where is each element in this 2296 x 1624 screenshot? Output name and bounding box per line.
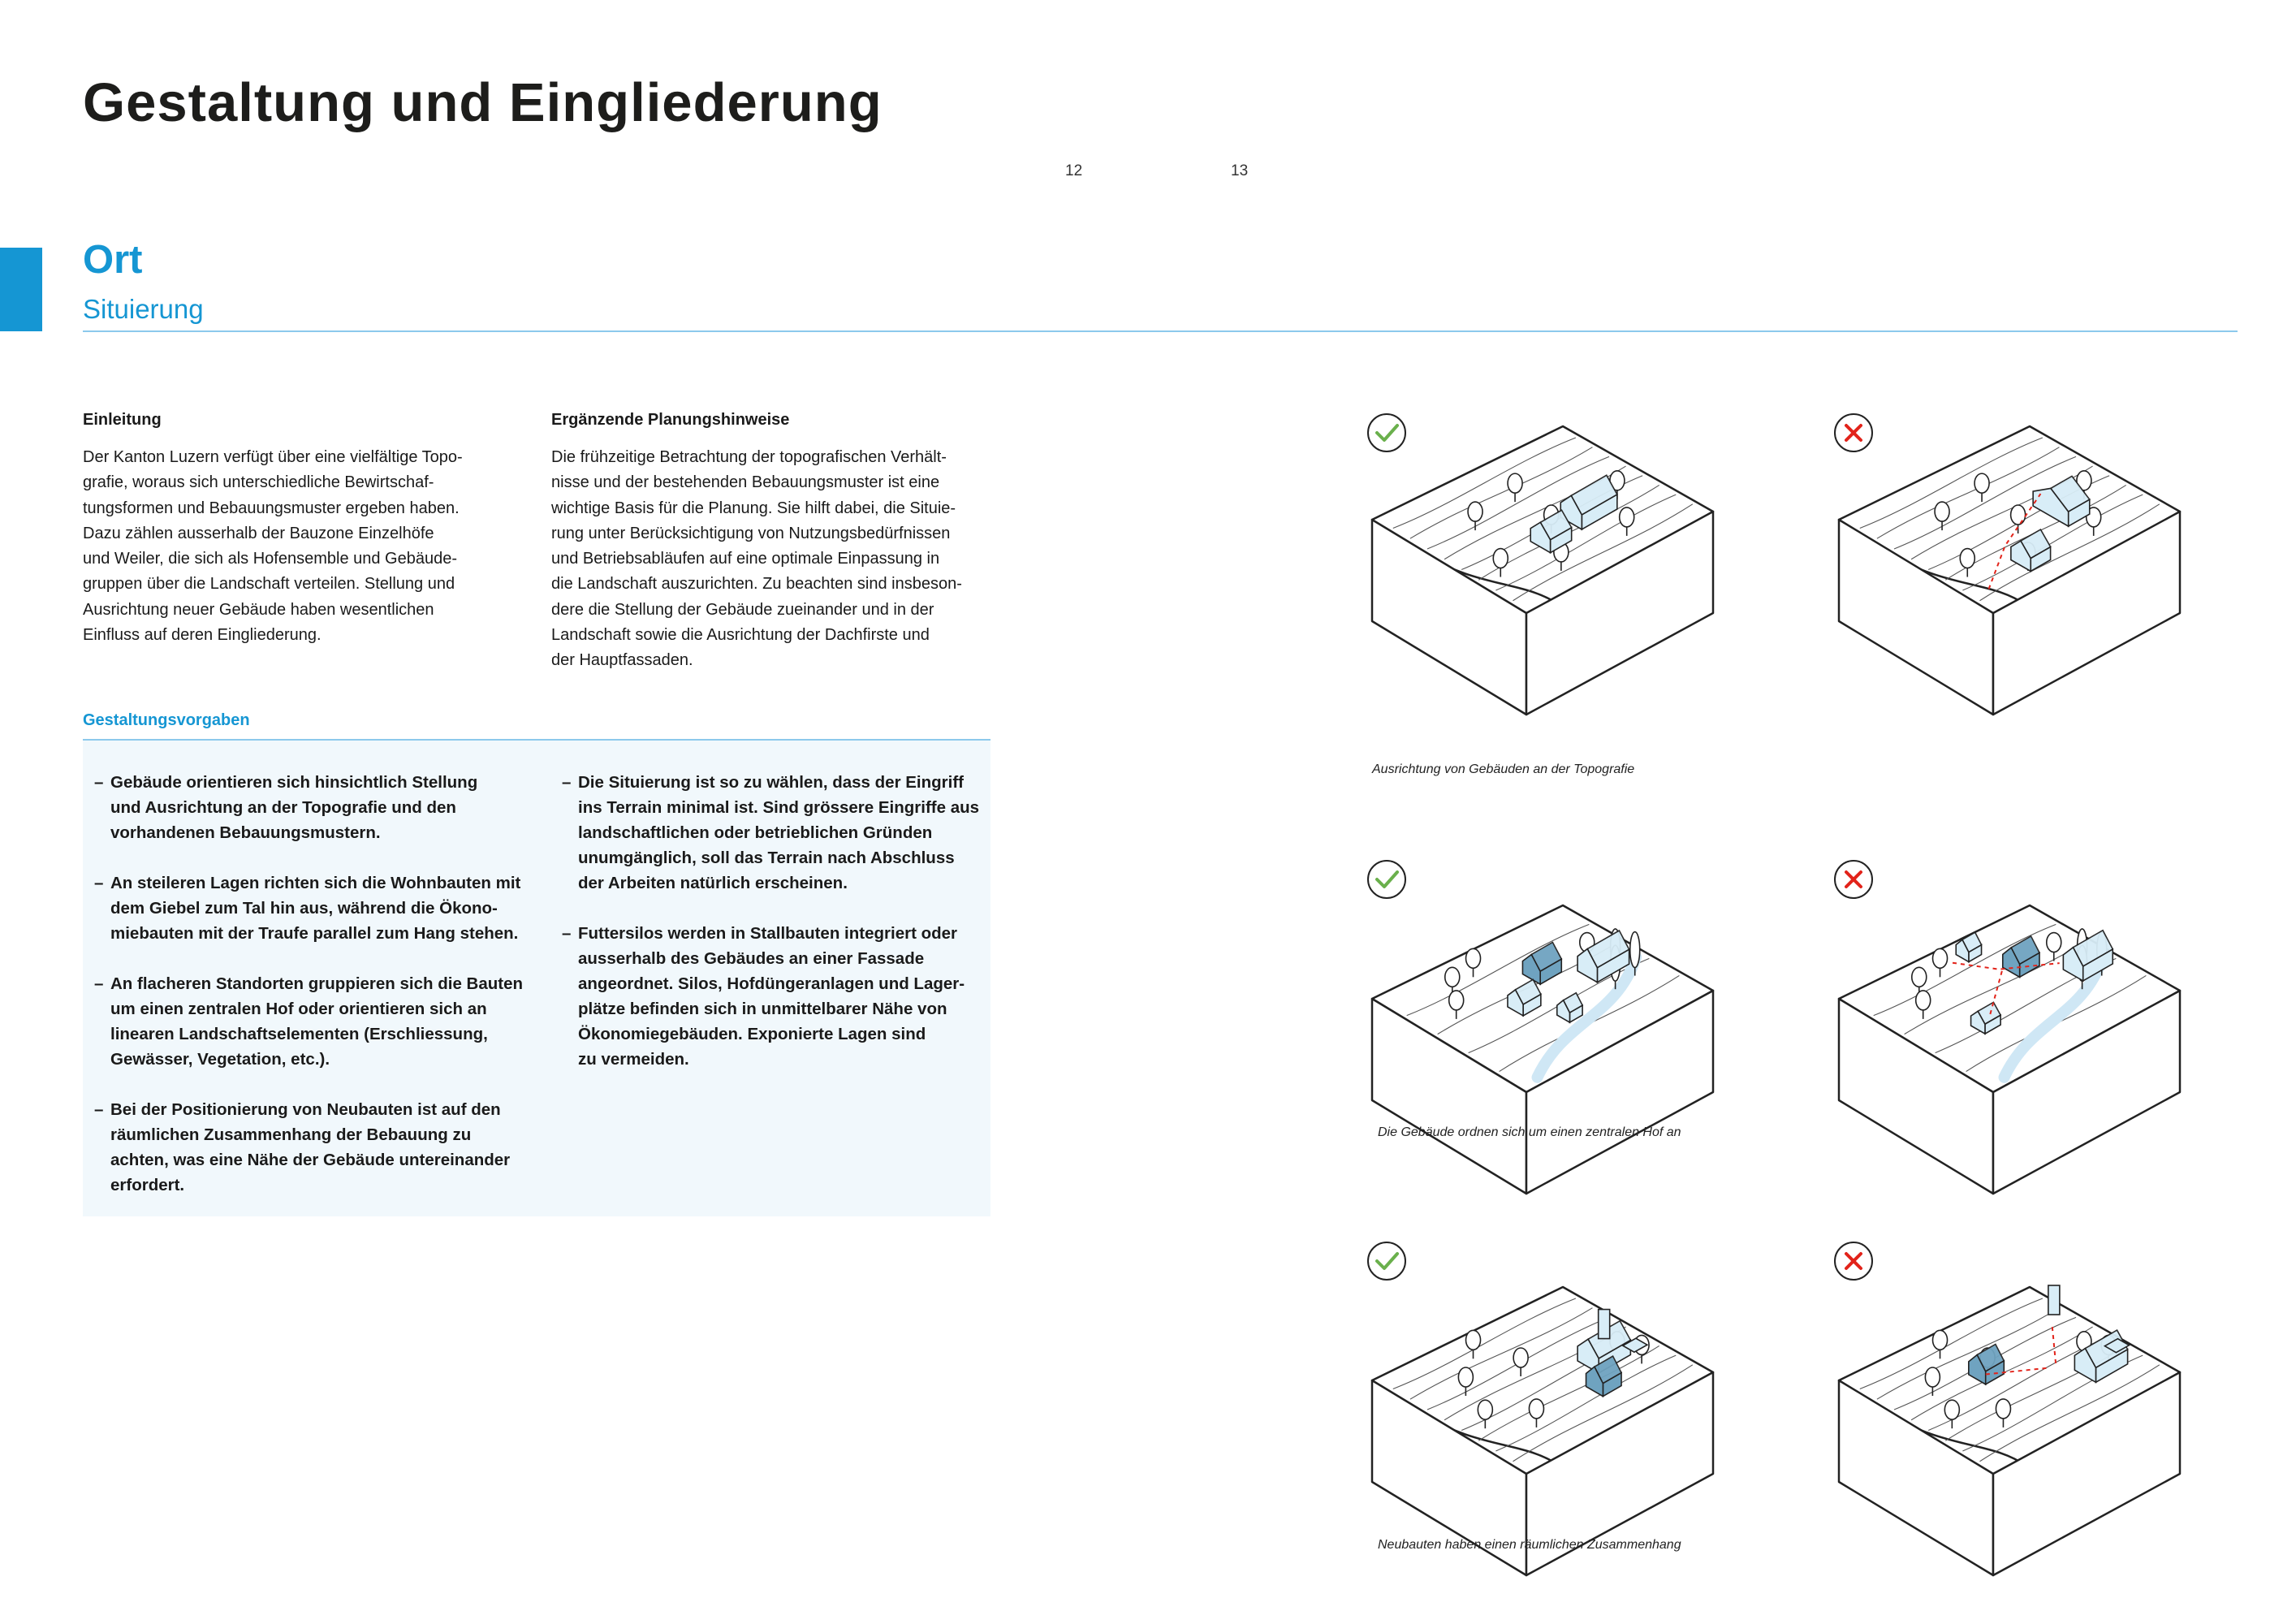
list-item: – Die Situierung ist so zu wählen, dass der Eingriff ins Terrain minimal ist. Sind grössere Eingriffe aus landschaftlichen oder betrieblichen Gründen unumgänglich, soll das Terrain nach Abschluss der Arbeiten natürlich erscheinen.	[562, 773, 980, 892]
good-example-illustration	[1364, 410, 1737, 751]
guidelines-list-right	[550, 770, 989, 1097]
list-item: – Bei der Positionierung von Neubauten ist auf den räumlichen Zusammenhang der Bebauung zu achten, was eine Nähe der Gebäude untereinander erfordert.	[94, 1100, 511, 1194]
section-subtitle: Situierung	[83, 294, 204, 324]
bad-example-illustration	[1831, 410, 2204, 751]
check-icon	[1368, 1242, 1405, 1280]
page-title: Gestaltung und Eingliederung	[83, 72, 883, 133]
caption-spatial-connection: Neubauten haben einen räumlichen Zusammenhang	[1378, 1538, 1681, 1552]
section-marker-bar	[0, 248, 42, 331]
terrain-block	[1839, 1287, 2180, 1575]
list-item: – An flacheren Standorten gruppieren sich die Bauten um einen zentralen Hof oder orientieren sich an linearen Landschaftselementen (Erschliessung, Gewässer, Vegetation, etc.).	[94, 974, 524, 1069]
caption-central-yard: Die Gebäude ordnen sich um einen zentralen Hof an	[1378, 1125, 1681, 1139]
list-item: – Futtersilos werden in Stallbauten integriert oder ausserhalb des Gebäudes an einer Fassade angeordnet. Silos, Hofdüngeranlagen und Lager- plätze befinden sich in unmittelbarer Nähe von Ökonomiegebäuden. Exponierte Lagen sind zu vermeiden.	[562, 924, 965, 1069]
cross-icon	[1835, 414, 1872, 451]
good-example-illustration	[1364, 1238, 1737, 1579]
caption-topography: Ausrichtung von Gebäuden an der Topografie	[1372, 762, 1635, 776]
terrain-block	[1839, 426, 2180, 715]
check-icon	[1368, 414, 1405, 451]
section-title: Ort	[83, 238, 143, 282]
guidelines-list-left	[83, 770, 537, 1223]
check-icon	[1368, 861, 1405, 898]
terrain-block	[1372, 1287, 1713, 1575]
guidelines-box	[83, 741, 990, 1216]
page-number-right: 13	[1231, 162, 1249, 179]
good-example-illustration	[1364, 857, 1737, 1198]
planning-notes-text: Die frühzeitige Betrachtung der topografischen Verhält- nisse und der bestehenden Bebauungsmuster ist eine wichtige Basis für die Planung. Sie hilft dabei, die Situie- rung unter Berücksichtigung von Nutzungsbedürfnissen und Betriebsabläufen auf eine optimale Einpassung in die Landschaft auszurichten. Zu beachten sind insbeson- dere die Stellung der Gebäude zueinander und in der Landschaft sowie die Ausrichtung der Dachfirste und der Hauptfassaden.	[551, 448, 962, 670]
silo	[2048, 1285, 2060, 1315]
guidelines-title: Gestaltungsvorgaben	[83, 711, 250, 729]
bad-example-illustration	[1831, 857, 2204, 1198]
page-number-left: 12	[1065, 162, 1083, 179]
list-item: – Gebäude orientieren sich hinsichtlich Stellung und Ausrichtung an der Topografie und den vorhandenen Bebauungsmustern.	[94, 773, 478, 842]
list-item: – An steileren Lagen richten sich die Wohnbauten mit dem Giebel zum Tal hin aus, während die Ökono- miebauten mit der Traufe parallel zum Hang stehen.	[94, 874, 521, 943]
intro-heading: Einleitung	[83, 411, 162, 429]
terrain-block	[1372, 426, 1713, 715]
planning-notes-heading: Ergänzende Planungshinweise	[551, 411, 790, 429]
cross-icon	[1835, 1242, 1872, 1280]
section-divider	[83, 330, 2238, 332]
cross-icon	[1835, 861, 1872, 898]
silo	[1599, 1310, 1610, 1339]
intro-text: Der Kanton Luzern verfügt über eine vielfältige Topo- grafie, woraus sich unterschiedliche Bewirtschaf- tungsformen und Bebauungsmuster ergeben haben. Dazu zählen ausserhalb der Bauzone Einzelhöfe und Weiler, die sich als Hofensemble und Gebäude- gruppen über die Landschaft verteilen. Stellung und Ausrichtung neuer Gebäude haben wesentlichen Einfluss auf deren Eingliederung.	[83, 448, 463, 645]
bad-example-illustration	[1831, 1238, 2204, 1579]
